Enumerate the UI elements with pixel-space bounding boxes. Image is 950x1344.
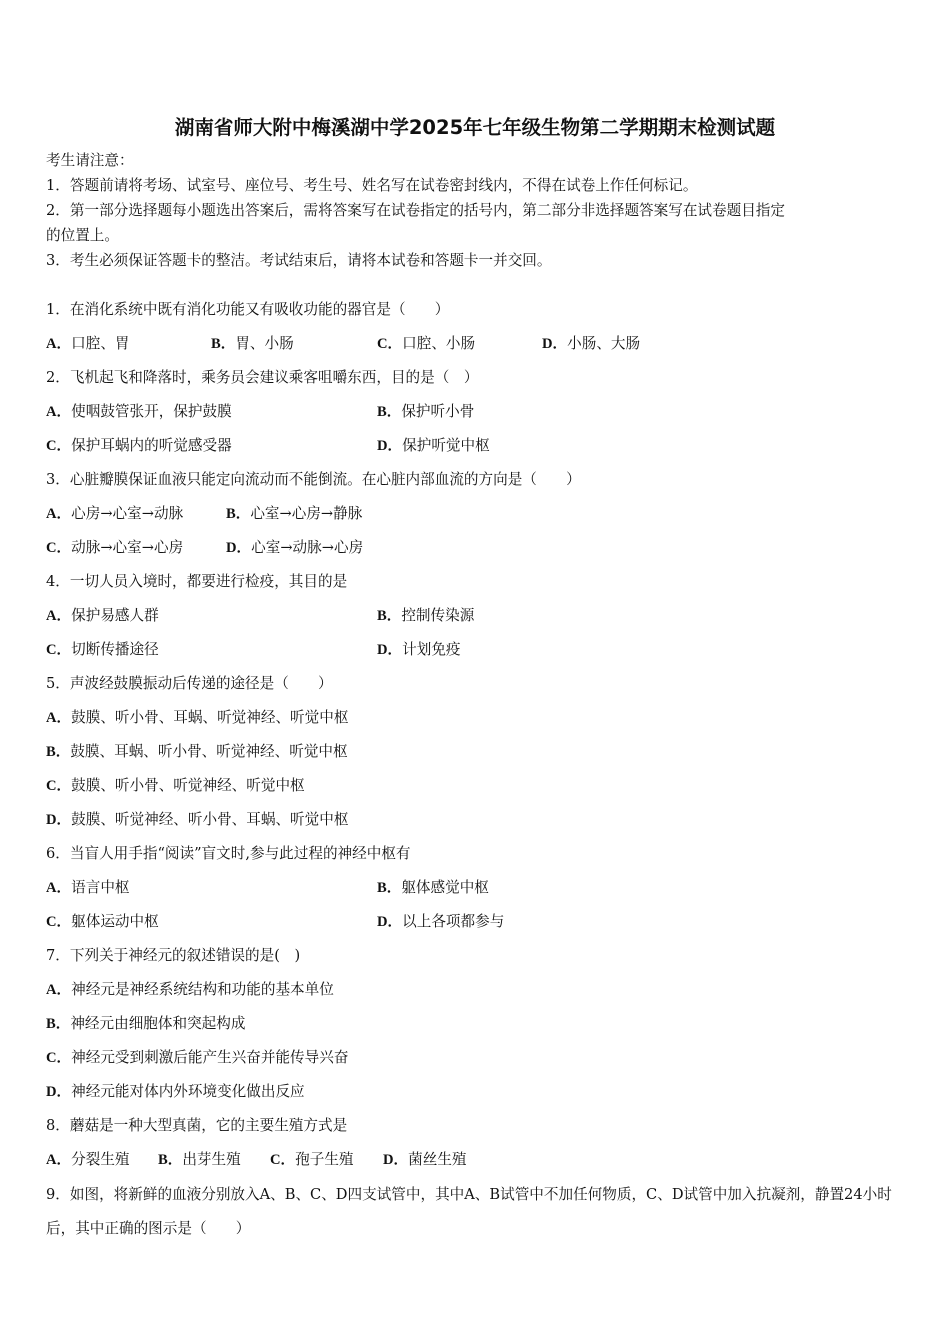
option-text: 心室→动脉→心房 [251, 539, 364, 556]
option-label: C． [46, 540, 72, 556]
question-1-stem: 1．在消化系统中既有消化功能又有吸收功能的器官是（ ） [46, 301, 450, 318]
option-label: A． [46, 710, 72, 726]
option-label: D． [383, 1152, 409, 1168]
notice-item-2: 2．第一部分选择题每小题选出答案后，需将答案写在试卷指定的括号内，第二部分非选择题答案写在试卷题目指定 [46, 202, 785, 219]
notice-item-1: 1．答题前请将考场、试室号、座位号、考生号、姓名写在试卷密封线内，不得在试卷上作任何标记。 [46, 177, 698, 194]
option-label: B． [377, 404, 402, 420]
notice-item-2-cont: 的位置上。 [46, 227, 119, 244]
option-text: 切断传播途径 [71, 641, 159, 658]
option-text: 小肠、大肠 [567, 335, 641, 352]
option-label: B． [46, 1016, 71, 1032]
q5-option-d [46, 810, 348, 830]
option-text: 鼓膜、听小骨、听觉神经、听觉中枢 [71, 777, 305, 794]
option-text: 出芽生殖 [182, 1151, 241, 1168]
q7-option-a [46, 980, 334, 1000]
option-label: C． [270, 1152, 296, 1168]
q8-option-d [383, 1150, 467, 1170]
q4-option-a [46, 606, 159, 626]
option-text: 躯体运动中枢 [71, 913, 159, 930]
option-text: 计划免疫 [402, 641, 461, 658]
option-label: C． [46, 642, 72, 658]
question-5-stem: 5．声波经鼓膜振动后传递的途径是（ ） [46, 675, 333, 692]
option-label: B． [158, 1152, 183, 1168]
option-label: A． [46, 608, 72, 624]
q4-option-b [377, 606, 474, 626]
option-text: 胃、小肠 [235, 335, 294, 352]
option-label: D． [542, 336, 568, 352]
question-9-stem: 9．如图，将新鲜的血液分别放入A、B、C、D四支试管中，其中A、B试管中不加任何物质，C、D试管中加入抗凝剂，静置24小时后，其中正确的图示是（ ） [46, 1186, 892, 1237]
q1-option-c [377, 334, 475, 354]
q2-option-d [377, 436, 490, 456]
question-8-stem: 8．蘑菇是一种大型真菌，它的主要生殖方式是 [46, 1117, 348, 1134]
option-text: 鼓膜、耳蜗、听小骨、听觉神经、听觉中枢 [70, 743, 348, 760]
option-label: A． [46, 880, 72, 896]
q2-option-a [46, 402, 232, 422]
option-text: 以上各项都参与 [402, 913, 505, 930]
option-text: 动脉→心室→心房 [71, 539, 184, 556]
option-label: C． [46, 438, 72, 454]
q6-option-b [377, 878, 489, 898]
q4-option-d [377, 640, 461, 660]
option-label: A． [46, 982, 72, 998]
option-label: D． [46, 1084, 72, 1100]
option-label: B． [377, 608, 402, 624]
q1-option-b [211, 334, 294, 354]
option-text: 使咽鼓管张开，保护鼓膜 [71, 403, 232, 420]
option-text: 保护听觉中枢 [402, 437, 490, 454]
notice-heading: 考生请注意： [46, 152, 134, 169]
question-4-stem: 4．一切人员入境时，都要进行检疫，其目的是 [46, 573, 348, 590]
q5-option-c [46, 776, 305, 796]
option-text: 菌丝生殖 [408, 1151, 467, 1168]
option-label: B． [46, 744, 71, 760]
question-7-stem: 7．下列关于神经元的叙述错误的是( ) [46, 947, 301, 964]
q5-option-a [46, 708, 348, 728]
option-text: 神经元是神经系统结构和功能的基本单位 [71, 981, 334, 998]
option-label: D． [377, 438, 403, 454]
option-text: 神经元能对体内外环境变化做出反应 [71, 1083, 305, 1100]
option-text: 神经元由细胞体和突起构成 [70, 1015, 246, 1032]
option-text: 语言中枢 [71, 879, 130, 896]
option-text: 心室→心房→静脉 [250, 505, 363, 522]
option-text: 鼓膜、听觉神经、听小骨、耳蜗、听觉中枢 [71, 811, 349, 828]
option-label: C． [46, 1050, 72, 1066]
q1-option-d [542, 334, 640, 354]
option-label: A． [46, 506, 72, 522]
option-label: A． [46, 336, 72, 352]
question-2-stem: 2．飞机起飞和降落时，乘务员会建议乘客咀嚼东西，目的是（ ） [46, 369, 479, 386]
q7-option-b [46, 1014, 245, 1034]
option-label: B． [377, 880, 402, 896]
option-text: 分裂生殖 [71, 1151, 130, 1168]
q8-option-a [46, 1150, 130, 1170]
option-label: A． [46, 1152, 72, 1168]
q7-option-d [46, 1082, 305, 1102]
q3-option-d [226, 538, 363, 558]
q4-option-c [46, 640, 159, 660]
notice-item-3: 3．考生必须保证答题卡的整洁。考试结束后，请将本试卷和答题卡一并交回。 [46, 252, 552, 269]
option-label: D． [377, 642, 403, 658]
option-text: 保护耳蜗内的听觉感受器 [71, 437, 232, 454]
option-text: 神经元受到刺激后能产生兴奋并能传导兴奋 [71, 1049, 349, 1066]
q3-option-c [46, 538, 183, 558]
option-label: D． [226, 540, 252, 556]
q8-option-b [158, 1150, 241, 1170]
option-label: A． [46, 404, 72, 420]
option-text: 保护听小骨 [401, 403, 475, 420]
q2-option-c [46, 436, 232, 456]
option-text: 口腔、小肠 [402, 335, 476, 352]
option-label: C． [46, 914, 72, 930]
option-text: 控制传染源 [401, 607, 475, 624]
q6-option-d [377, 912, 504, 932]
q8-option-c [270, 1150, 354, 1170]
q2-option-b [377, 402, 474, 422]
question-3-stem: 3．心脏瓣膜保证血液只能定向流动而不能倒流。在心脏内部血流的方向是（ ） [46, 471, 581, 488]
q3-option-a [46, 504, 183, 524]
q3-option-b [226, 504, 362, 524]
option-text: 躯体感觉中枢 [401, 879, 489, 896]
option-text: 保护易感人群 [71, 607, 159, 624]
option-label: C． [46, 778, 72, 794]
q6-option-c [46, 912, 159, 932]
q1-option-a [46, 334, 130, 354]
option-label: C． [377, 336, 403, 352]
option-label: B． [211, 336, 236, 352]
option-text: 心房→心室→动脉 [71, 505, 184, 522]
q5-option-b [46, 742, 348, 762]
q7-option-c [46, 1048, 348, 1068]
option-text: 鼓膜、听小骨、耳蜗、听觉神经、听觉中枢 [71, 709, 349, 726]
question-6-stem: 6．当盲人用手指“阅读”盲文时,参与此过程的神经中枢有 [46, 845, 411, 862]
option-text: 孢子生殖 [295, 1151, 354, 1168]
option-text: 口腔、胃 [71, 335, 130, 352]
page-title: 湖南省师大附中梅溪湖中学2025年七年级生物第二学期期末检测试题 [174, 116, 776, 139]
option-label: D． [377, 914, 403, 930]
option-label: D． [46, 812, 72, 828]
q6-option-a [46, 878, 130, 898]
option-label: B． [226, 506, 251, 522]
